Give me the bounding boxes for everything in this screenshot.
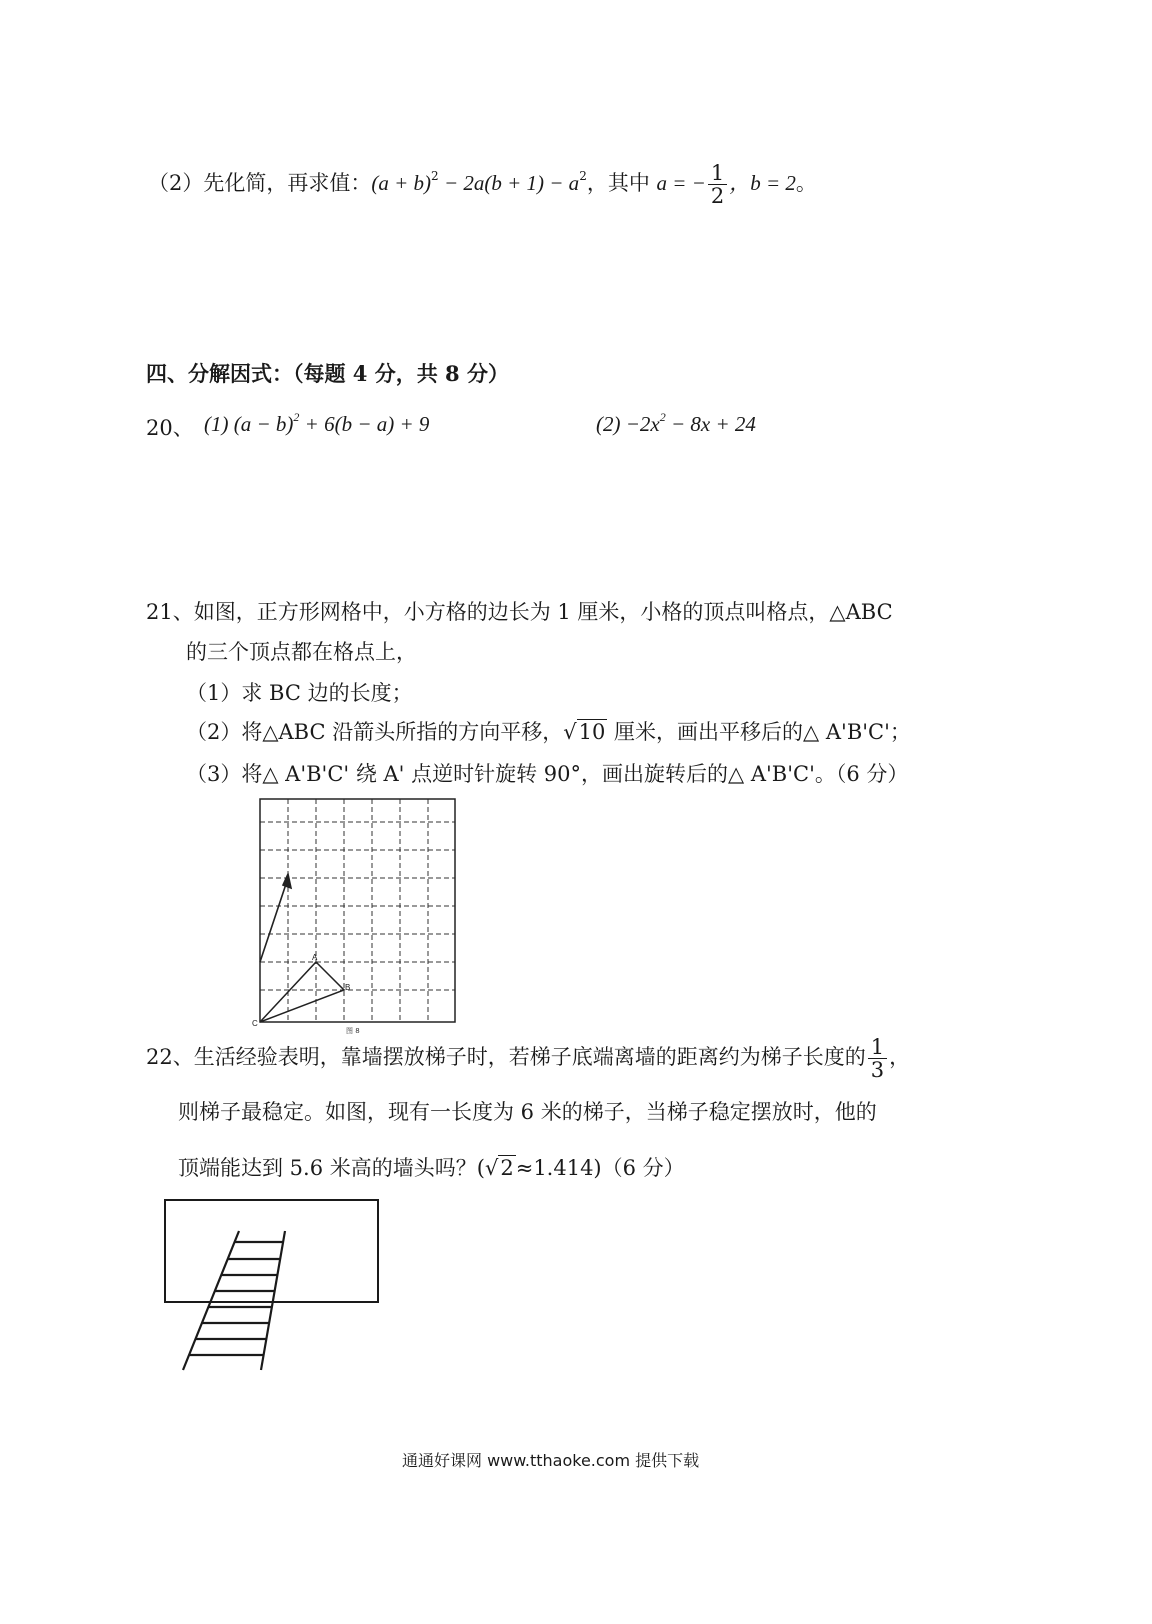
grid-lines xyxy=(260,799,455,1022)
q22-line-3-b: ≈1.414)（6 分） xyxy=(515,1156,685,1180)
q19-2-where: ，其中 xyxy=(586,171,657,195)
q22-line-1-end: ， xyxy=(889,1045,911,1069)
q19-2-frac-num: 1 xyxy=(708,163,727,185)
q20-part-1 xyxy=(204,412,429,437)
q20-p2-sup: 2 xyxy=(659,410,666,424)
sqrt-icon: √ xyxy=(563,720,577,744)
sqrt-icon: √ xyxy=(484,1156,499,1180)
q22-frac-den: 3 xyxy=(870,1057,885,1082)
q19-2-end: 。 xyxy=(795,171,817,195)
q22-line-1 xyxy=(146,1030,910,1084)
grid-border xyxy=(260,799,455,1022)
ladder-icon xyxy=(183,1231,285,1370)
q22-sqrt xyxy=(485,1156,516,1180)
q19-2-b-eq: ，b = 2 xyxy=(729,171,796,195)
q22-sqrt-arg: 2 xyxy=(500,1156,514,1180)
q21-line-4-b: 厘米，画出平移后的△ A'B'C'； xyxy=(607,720,911,744)
q19-2-a-eq: a = − xyxy=(656,171,706,195)
q22-ladder-figure xyxy=(155,1195,387,1375)
label-b: B xyxy=(345,983,351,992)
q21-sqrt-arg: 10 xyxy=(578,720,606,744)
q20-p1-head: (1) (a − b) xyxy=(204,412,294,436)
q21-line-4 xyxy=(186,716,911,746)
page-footer: 通通好课网 www.tthaoke.com 提供下载 xyxy=(402,1451,700,1470)
section-4-heading: 四、分解因式：（每题 4 分，共 8 分） xyxy=(146,361,509,386)
q19-2-expr-b: − 2a(b + 1) − a xyxy=(438,171,580,195)
q22-line-2: 则梯子最稳定。如图，现有一长度为 6 米的梯子，当梯子稳定摆放时，他的 xyxy=(178,1100,877,1124)
q22-line-3 xyxy=(178,1152,685,1182)
q20-p1-sup: 2 xyxy=(293,410,300,424)
q21-line-5: （3）将△ A'B'C' 绕 A' 点逆时针旋转 90°，画出旋转后的△ A'B'C'。（6 分） xyxy=(186,762,909,786)
arrow-icon xyxy=(260,874,291,962)
q20-number: 20、 xyxy=(146,416,194,440)
triangle-abc xyxy=(260,962,344,1022)
q19-2-fraction xyxy=(708,160,727,208)
q19-2-line xyxy=(148,158,817,208)
q21-line-1: 21、如图，正方形网格中，小方格的边长为 1 厘米，小格的顶点叫格点，△ABC xyxy=(146,600,893,624)
q22-frac-num: 1 xyxy=(868,1037,887,1059)
wall-rect xyxy=(165,1200,378,1302)
q21-line-4-a: （2）将△ABC 沿箭头所指的方向平移， xyxy=(186,720,564,744)
q22-line-1-text: 22、生活经验表明，靠墙摆放梯子时，若梯子底端离墙的距离约为梯子长度的 xyxy=(146,1045,866,1069)
q19-2-sup: 2 xyxy=(431,169,439,183)
q19-2-frac-den: 2 xyxy=(710,183,725,208)
q21-line-2: 的三个顶点都在格点上， xyxy=(186,640,417,664)
q19-2-expr-a: (a + b) xyxy=(371,171,432,195)
q22-line-3-a: 顶端能达到 5.6 米高的墙头吗？( xyxy=(178,1156,485,1180)
q19-2-prefix: （2）先化简，再求值： xyxy=(148,171,372,195)
figure-caption: 图 8 xyxy=(346,1027,360,1035)
q20-p1-tail: + 6(b − a) + 9 xyxy=(299,412,430,436)
q21-grid-figure xyxy=(250,794,462,1036)
q20-p2-head: (2) −2x xyxy=(596,412,660,436)
label-a: A xyxy=(312,953,318,962)
q19-2-sup2: 2 xyxy=(579,169,587,183)
q20-part-2 xyxy=(596,412,756,437)
q21-line-3: （1）求 BC 边的长度； xyxy=(186,681,413,705)
q20-p2-tail: − 8x + 24 xyxy=(665,412,756,436)
label-c: C xyxy=(252,1019,258,1028)
q22-fraction xyxy=(868,1034,887,1082)
q21-sqrt xyxy=(563,720,607,744)
